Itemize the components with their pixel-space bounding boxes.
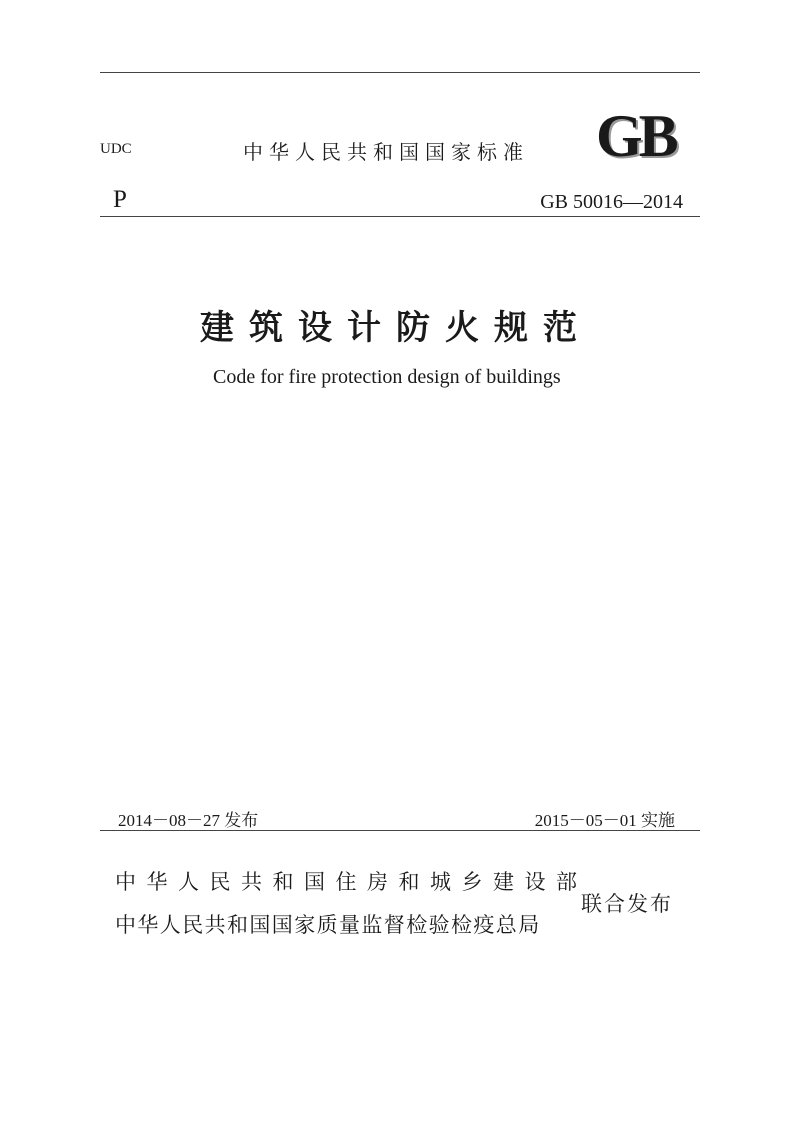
issuer-ministry-housing: 中华人民共和国住房和城乡建设部 <box>115 870 588 894</box>
joint-issue: 联合发布 <box>581 892 673 916</box>
issue-date: 2014－08－27 发布 <box>118 811 259 830</box>
issuer-aqsiq: 中华人民共和国国家质量监督检验检疫总局 <box>115 913 541 937</box>
standard-number: GB 50016—2014 <box>540 191 683 213</box>
document-title: 建筑设计防火规范 <box>200 310 592 347</box>
category-code: P <box>113 186 127 213</box>
effective-date: 2015－05－01 实施 <box>534 811 675 830</box>
top-rule <box>100 72 700 73</box>
header-rule <box>100 216 700 217</box>
udc-label: UDC <box>100 141 132 157</box>
gb-logo: GB <box>596 103 675 169</box>
standard-type: 中华人民共和国国家标准 <box>243 140 529 164</box>
english-title: Code for fire protection design of buildings <box>213 366 561 388</box>
date-rule <box>100 830 700 831</box>
